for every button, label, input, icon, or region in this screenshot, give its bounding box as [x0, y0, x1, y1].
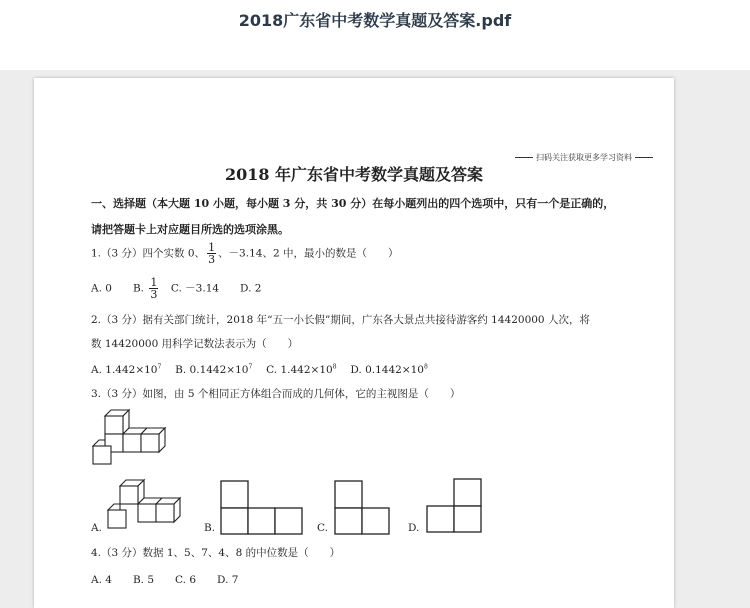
section-heading-line2: 请把答题卡上对应题目所选的选项涂黑。: [91, 223, 289, 236]
q1-option-b-fraction: [149, 277, 158, 300]
q1-option-b-numerator: 1: [150, 276, 158, 289]
q3-option-a-figure: [106, 476, 188, 532]
pdf-page: [34, 78, 674, 608]
q1-options-a: A. 0 B.: [91, 282, 148, 295]
question-2-line2: 数 14420000 用科学记数法表示为（ ）: [91, 338, 299, 350]
q3-option-c-label: C.: [317, 522, 328, 534]
question-2-options: [91, 362, 428, 377]
q2-option-d-exp: 8: [423, 363, 428, 371]
question-1: [91, 242, 398, 265]
question-2-line1: 2.（3 分）据有关部门统计，2018 年“五一小长假”期间，广东各大景点共接待游客约 14420000 人次，将: [91, 314, 590, 326]
q1-fraction-denominator: 3: [208, 253, 216, 266]
promo-text: 扫码关注获取更多学习资料: [536, 153, 632, 162]
q2-option-a: A. 1.442×10: [91, 364, 158, 376]
q1-prefix: 1.（3 分）四个实数 0、: [91, 247, 206, 260]
q3-option-b-label: B.: [204, 522, 216, 534]
q1-fraction: [207, 242, 216, 265]
question-4: 4.（3 分）数据 1、5、7、4、8 的中位数是（ ）: [91, 547, 341, 559]
q1-fraction-numerator: 1: [208, 241, 216, 254]
q3-solid-cubes: [93, 410, 165, 464]
q2-option-a-exp: 7: [157, 363, 162, 371]
q3-option-a-label: A.: [91, 522, 102, 534]
q1-options-rest: C. －3.14 D. 2: [160, 282, 262, 295]
question-3: 3.（3 分）如图，由 5 个相同正方体组合而成的几何体，它的主视图是（ ）: [91, 388, 461, 400]
file-title: 2018广东省中考数学真题及答案.pdf: [238, 11, 512, 30]
q3-option-c-figure: [334, 480, 392, 536]
promo-dash-left: [515, 157, 533, 158]
question-1-options: [91, 277, 261, 300]
q3-option-d-figure: [426, 478, 484, 534]
section-heading-line1: 一、选择题（本大题 10 小题，每小题 3 分，共 30 分）在每小题列出的四个选项中，只有一个是正确的，: [91, 197, 615, 210]
q2-option-b: B. 0.1442×10: [175, 364, 249, 376]
q1-suffix: 、－3.14、2 中，最小的数是（ ）: [218, 247, 399, 260]
q2-option-c-exp: 8: [332, 363, 337, 371]
q2-option-c: C. 1.442×10: [266, 364, 333, 376]
q3-option-b-figure: [220, 480, 304, 536]
promo-dash-right: [635, 157, 653, 158]
viewer-header: [0, 0, 750, 70]
q1-option-b-denominator: 3: [150, 288, 158, 301]
q3-option-d-label: D.: [408, 522, 420, 534]
q2-option-b-exp: 7: [248, 363, 253, 371]
q2-option-d: D. 0.1442×10: [350, 364, 424, 376]
question-4-options: A. 4 B. 5 C. 6 D. 7: [91, 574, 239, 586]
document-title: 2018 年广东省中考数学真题及答案: [224, 165, 484, 184]
q3-solid-figure: [89, 406, 175, 472]
